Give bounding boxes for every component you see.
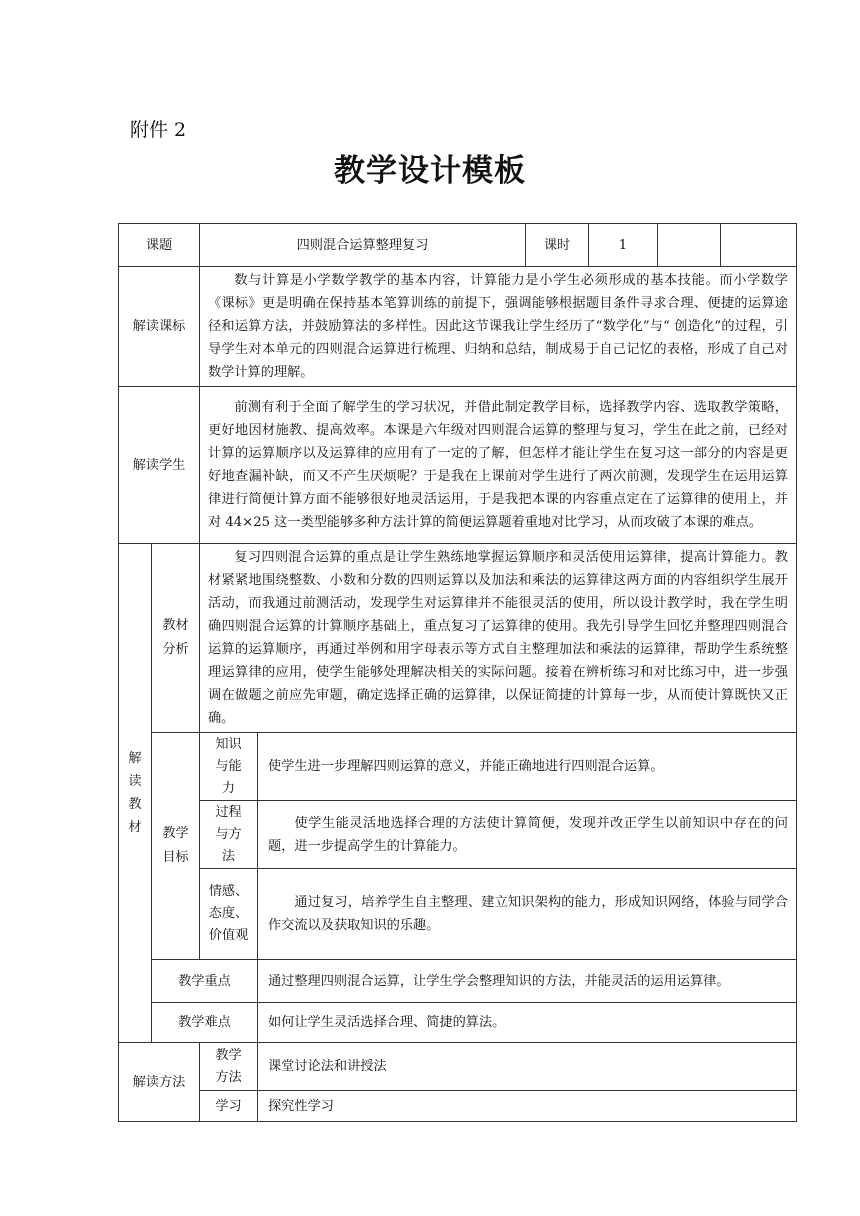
students-text: 前测有利于全面了解学生的学习状况，并借此制定教学目标，选择教学内容、选取教学策略，更好地因材施教、提高效率。本课是六年级对四则混合运算的整理与复习，学生在此之前，已经对计算的运算顺序以及运算律的应用有了一定的了解，但怎样才能让学生在复习这一部分的内容是更好地查漏补缺，而又不产生厌烦呢？于是我在上课前对学生进行了两次前测，发现学生在运用运算律进行简便计算方面不能够很好地灵活运用，于是我把本课的内容重点定在了运算律的使用上，并对 44×25 这一类型能够多种方法计算的简便运算题着重地对比学习，从而攻破了本课的难点。 [208, 400, 788, 530]
topic-value: 四则混合运算整理复习 [200, 224, 526, 267]
material-label-char: 材 [128, 820, 142, 835]
material-label-char: 读 [128, 774, 142, 789]
goal-process-label: 过程与方法 [200, 801, 258, 869]
difficulty-text: 如何让学生灵活选择合理、简捷的算法。 [258, 1003, 797, 1043]
page-title: 教学设计模板 [334, 153, 526, 189]
teaching-method-text: 课堂讨论法和讲授法 [258, 1043, 797, 1091]
goals-label: 教学目标 [152, 733, 200, 960]
learning-method-text: 探究性学习 [258, 1091, 797, 1122]
teaching-method-label: 教学方法 [200, 1043, 258, 1091]
goal-process-text: 使学生能灵活地选择合理的方法使计算简便，发现并改正学生以前知识中存在的问题，进一步提高学生的计算能力。 [268, 815, 788, 854]
curriculum-label: 解读课标 [119, 267, 200, 387]
goal-knowledge-text: 使学生进一步理解四则运算的意义，并能正确地进行四则混合运算。 [258, 733, 797, 801]
learning-method-label: 学习 [200, 1091, 258, 1122]
topic-label: 课题 [119, 224, 200, 267]
difficulty-label: 教学难点 [152, 1003, 258, 1043]
material-label-char: 解 [128, 751, 142, 766]
empty-cell [658, 224, 721, 267]
material-label-char: 教 [128, 797, 142, 812]
goal-emotion-label: 情感、态度、价值观 [200, 869, 258, 960]
material-label [119, 544, 152, 1043]
key-point-label: 教学重点 [152, 960, 258, 1003]
empty-cell [721, 224, 797, 267]
goal-emotion-text: 通过复习，培养学生自主整理、建立知识架构的能力，形成知识网络，体验与同学合作交流以及获取知识的乐趣。 [268, 895, 788, 933]
curriculum-text: 数与计算是小学数学教学的基本内容，计算能力是小学生必须形成的基本技能。而小学数学《课标》更是明确在保持基本笔算训练的前提下，强调能够根据题目条件寻求合理、便捷的运算途径和运算方法，并鼓励算法的多样性。因此这节课我让学生经历了“数学化”与“ 创造化”的过程，引导学生对本单元的四则混合运算进行梳理、归纳和总结，制成易于自己记忆的表格，形成了自己对数学计算的理解。 [208, 273, 788, 380]
analysis-label: 教材分析 [152, 544, 200, 733]
methods-label: 解读方法 [119, 1043, 200, 1122]
lesson-design-table [118, 223, 797, 1122]
period-label: 课时 [526, 224, 589, 267]
goal-knowledge-label: 知识与能力 [200, 733, 258, 801]
key-point-text: 通过整理四则混合运算，让学生学会整理知识的方法，并能灵活的运用运算律。 [258, 960, 797, 1003]
attachment-label: 附件 2 [130, 119, 187, 141]
analysis-text: 复习四则混合运算的重点是让学生熟练地掌握运算顺序和灵活使用运算律，提高计算能力。教材紧紧地围绕整数、小数和分数的四则运算以及加法和乘法的运算律这两方面的内容组织学生展开活动，而我通过前测活动，发现学生对运算律并不能很灵活的使用，所以设计教学时，我在学生明确四则混合运算的计算顺序基础上，重点复习了运算律的使用。我先引导学生回忆并整理四则混合运算的运算顺序，再通过举例和用字母表示等方式自主整理加法和乘法的运算律，帮助学生系统整理运算律的应用，使学生能够处理解决相关的实际问题。接着在辨析练习和对比练习中，进一步强调在做题之前应先审题，确定选择正确的运算律，以保证简捷的计算每一步，从而使计算既快又正确。 [208, 550, 788, 726]
period-value: 1 [589, 224, 658, 267]
students-label: 解读学生 [119, 387, 200, 544]
